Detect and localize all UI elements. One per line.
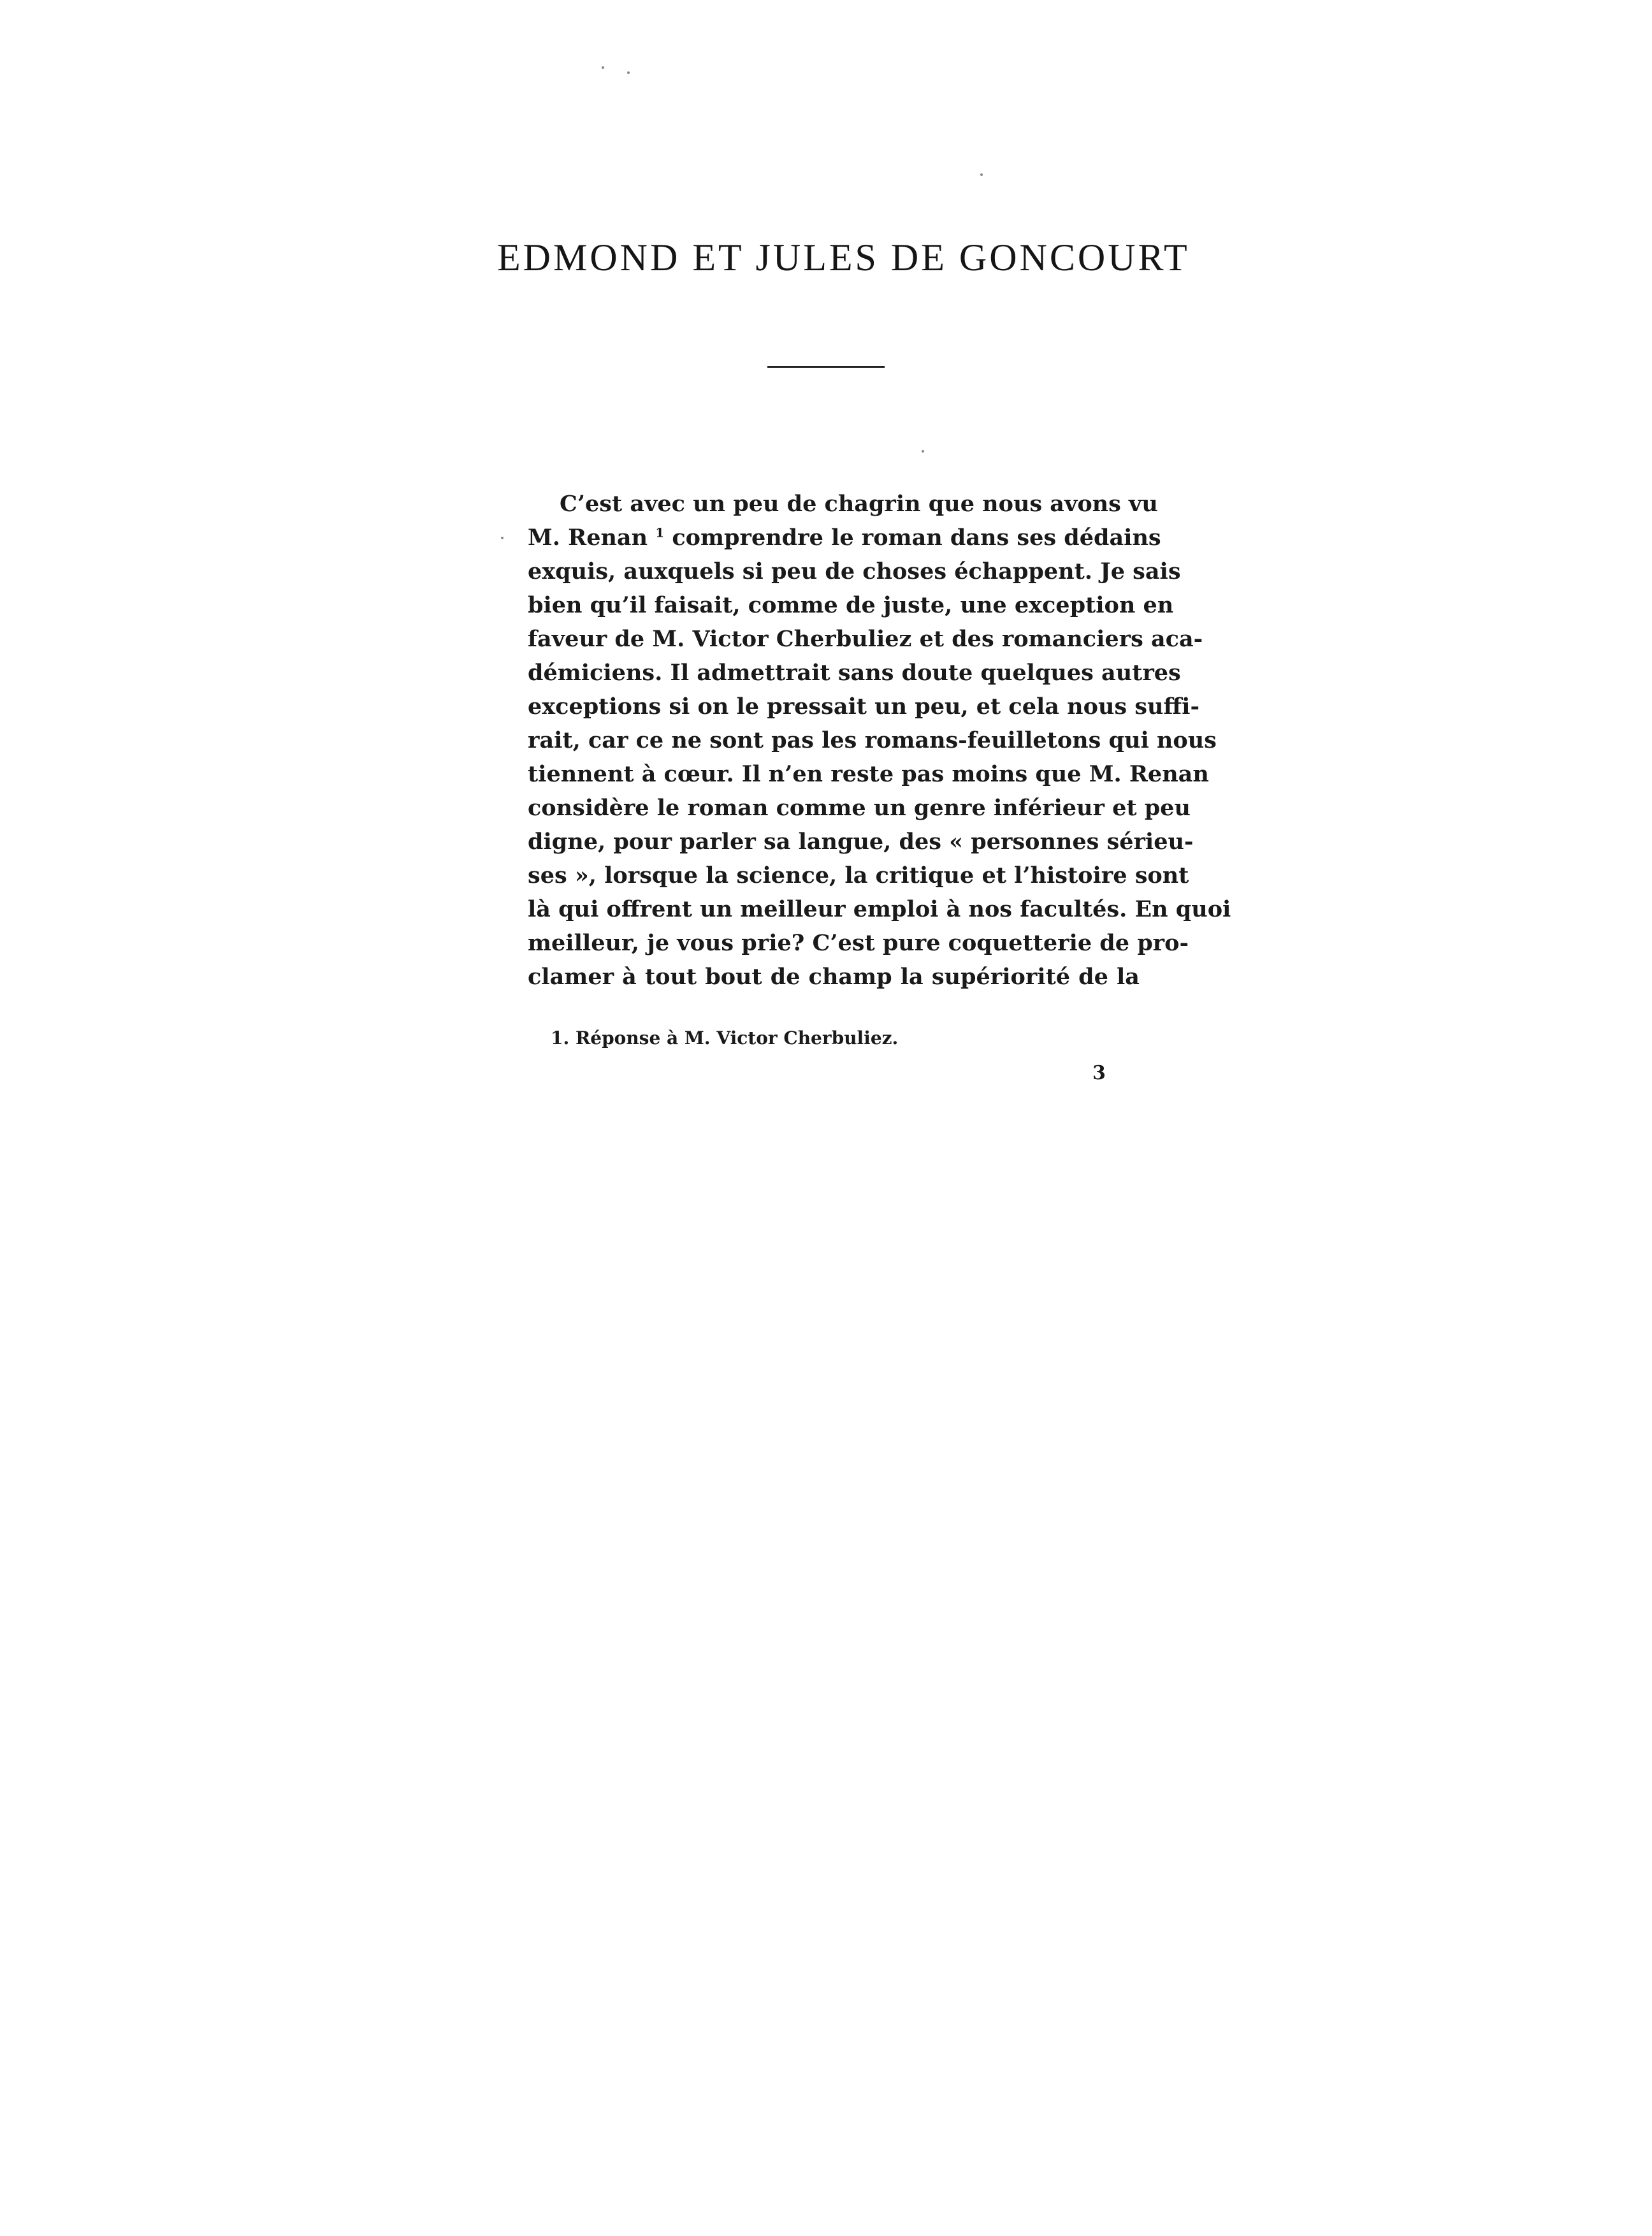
- heading-rule: [767, 366, 885, 368]
- body-line: là qui offrent un meilleur emploi à nos facultés. En quoi: [528, 896, 1231, 922]
- body-line: démiciens. Il admettrait sans doute quelques autres: [528, 660, 1181, 686]
- chapter-heading: EDMOND ET JULES DE GONCOURT: [497, 236, 1190, 279]
- page-number: 3: [1092, 1062, 1106, 1084]
- body-line: ses », lorsque la science, la critique et l’histoire sont: [528, 862, 1189, 889]
- body-paragraph: [528, 487, 1231, 994]
- footnote-marker: 1: [655, 525, 665, 541]
- body-line-part: M. Renan: [528, 525, 648, 551]
- body-line: tiennent à cœur. Il n’en reste pas moins que M. Renan: [528, 761, 1209, 787]
- footnote: 1. Réponse à M. Victor Cherbuliez.: [551, 1027, 899, 1049]
- body-line: meilleur, je vous prie? C’est pure coquetterie de pro-: [528, 930, 1189, 956]
- scan-speck: [980, 173, 983, 176]
- body-line: bien qu’il faisait, comme de juste, une exception en: [528, 592, 1174, 618]
- scan-speck: [922, 450, 924, 453]
- body-line: digne, pour parler sa langue, des « personnes sérieu-: [528, 829, 1194, 855]
- body-line-part: comprendre le roman dans ses dédains: [672, 525, 1161, 551]
- scan-speck: [602, 66, 604, 69]
- body-line: rait, car ce ne sont pas les romans-feuilletons qui nous: [528, 727, 1217, 753]
- body-line: considère le roman comme un genre inférieur et peu: [528, 795, 1191, 821]
- body-line: exquis, auxquels si peu de choses échappent. Je sais: [528, 558, 1181, 584]
- body-line: C’est avec un peu de chagrin que nous avons vu: [560, 491, 1158, 517]
- scan-speck: [501, 537, 504, 539]
- scan-speck: [627, 71, 630, 74]
- body-line: exceptions si on le pressait un peu, et cela nous suffi-: [528, 693, 1199, 720]
- body-line: clamer à tout bout de champ la supériorité de la: [528, 964, 1140, 990]
- body-line: [528, 521, 1161, 555]
- body-line: faveur de M. Victor Cherbuliez et des romanciers aca-: [528, 626, 1203, 652]
